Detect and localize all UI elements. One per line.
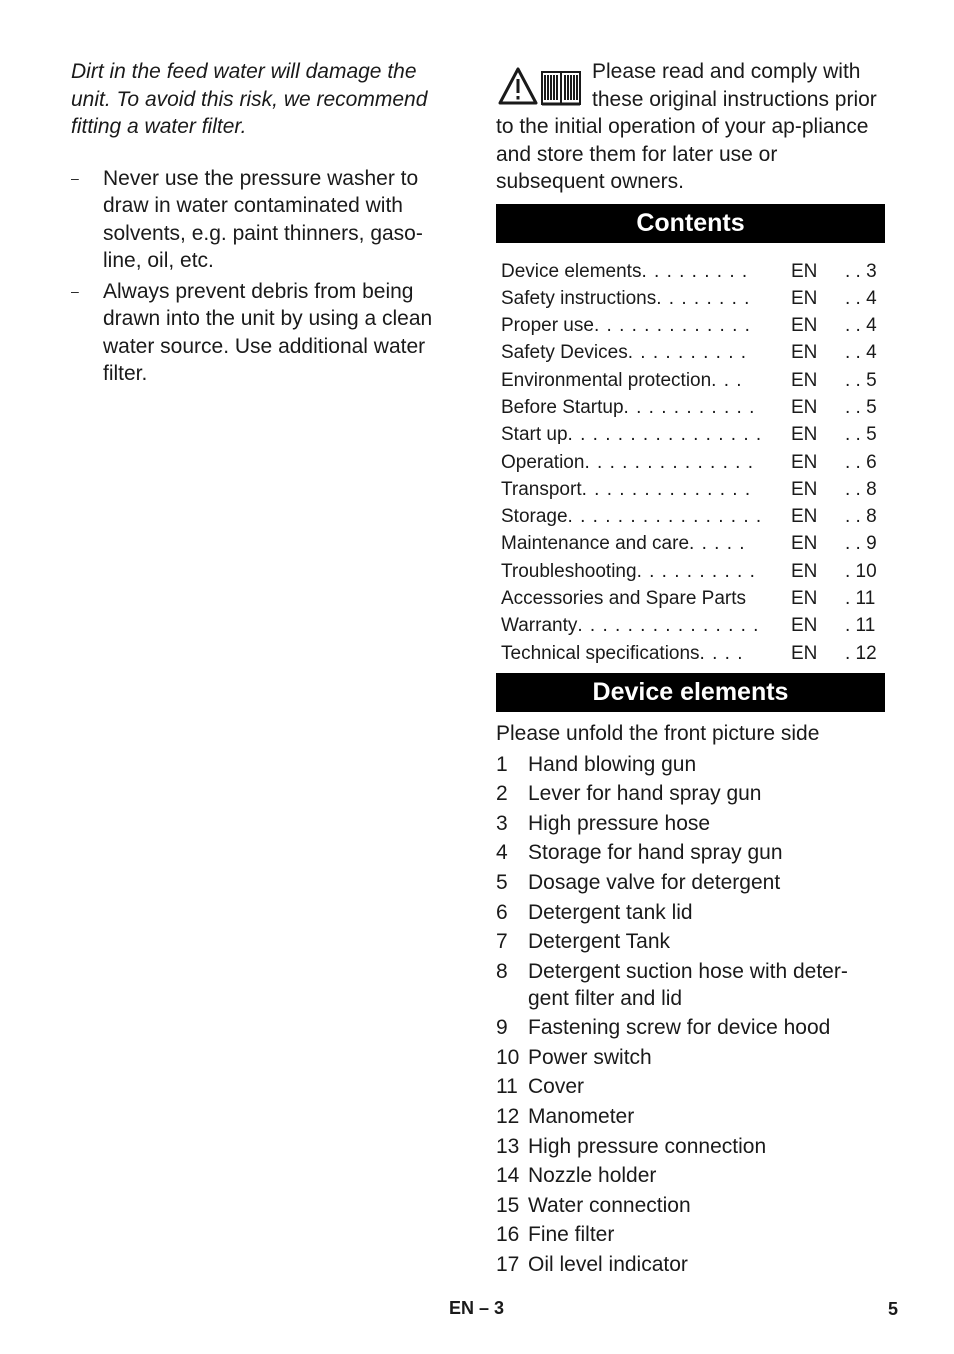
left-column — [71, 58, 461, 391]
toc-row — [496, 640, 885, 667]
toc-page: . . 5 — [845, 369, 877, 391]
item-number: 3 — [496, 811, 508, 835]
list-item — [71, 165, 461, 275]
item-number: 12 — [496, 1105, 520, 1129]
toc-page: . . 9 — [845, 533, 877, 555]
table-of-contents — [496, 258, 885, 667]
toc-leader-dots: . . . . . . . . . . . . . . — [581, 478, 752, 500]
toc-title: Warranty — [501, 615, 578, 637]
toc-title-cell — [496, 558, 791, 585]
toc-leader-dots: . . . . . . . . . . . . . — [593, 315, 751, 337]
list-item — [496, 1162, 885, 1189]
list-item — [496, 928, 885, 955]
toc-title-cell — [496, 449, 791, 476]
item-label: High pressure connection — [528, 1134, 767, 1158]
toc-language: EN — [791, 615, 818, 637]
toc-language: EN — [791, 369, 818, 391]
toc-page: . . 5 — [845, 424, 877, 446]
toc-language: EN — [791, 451, 818, 473]
toc-row — [496, 503, 885, 530]
item-number: 9 — [496, 1016, 508, 1040]
list-item — [496, 1014, 885, 1041]
toc-row — [496, 449, 885, 476]
intro-icons — [496, 64, 584, 110]
item-number: 1 — [496, 752, 508, 776]
toc-title-cell — [496, 258, 791, 285]
toc-title-cell — [496, 312, 791, 339]
toc-title-cell — [496, 612, 791, 639]
list-item — [496, 1251, 885, 1278]
item-number: 6 — [496, 900, 508, 924]
water-filter-note: Dirt in the feed water will damage the unit. To avoid this risk, we recommend fitting a water filter. — [71, 60, 428, 138]
item-label: Dosage valve for detergent — [528, 870, 781, 894]
item-number: 16 — [496, 1223, 520, 1247]
list-item — [496, 839, 885, 866]
toc-title-cell — [496, 585, 791, 612]
warning-manual-icons — [496, 64, 584, 110]
toc-row — [496, 585, 885, 612]
safety-bullet-list — [71, 165, 461, 388]
list-item — [496, 899, 885, 926]
toc-title: Safety instructions — [501, 287, 657, 309]
item-label: Hand blowing gun — [528, 752, 697, 776]
toc-language: EN — [791, 560, 818, 582]
list-item — [496, 751, 885, 778]
item-number: 14 — [496, 1164, 520, 1188]
item-label: Detergent suction hose with deter-gent filter and lid — [528, 959, 848, 1010]
list-item — [496, 1103, 885, 1130]
toc-language: EN — [791, 478, 818, 500]
toc-leader-dots: . . . . . . . . . . . . . . . — [577, 615, 760, 637]
item-number: 15 — [496, 1193, 520, 1217]
toc-page: . . 4 — [845, 287, 877, 309]
toc-title-cell — [496, 394, 791, 421]
toc-page: . . 8 — [845, 478, 877, 500]
toc-row — [496, 394, 885, 421]
toc-leader-dots: . . . . . . . . . . — [636, 560, 756, 582]
toc-title: Device elements — [501, 260, 642, 282]
list-item — [496, 1133, 885, 1160]
toc-title: Start up — [501, 424, 568, 446]
item-number: 2 — [496, 782, 508, 806]
bullet-dash: – — [71, 169, 79, 186]
toc-row — [496, 476, 885, 503]
warning-triangle-icon — [500, 69, 536, 103]
toc-leader-dots: . . . . . . . . . . . — [623, 396, 756, 418]
toc-title: Environmental protection — [501, 369, 712, 391]
intro-text: Please read and comply with these original instructions prior to the initial operation of your ap-pliance and store them for later use or subsequent owners. — [496, 60, 877, 193]
list-item — [496, 1073, 885, 1100]
toc-leader-dots: . . . — [711, 369, 743, 391]
item-number: 17 — [496, 1253, 520, 1277]
list-item — [71, 278, 461, 388]
toc-page: . . 6 — [845, 451, 877, 473]
item-number: 5 — [496, 870, 508, 894]
toc-title: Technical specifications — [501, 642, 700, 664]
toc-row — [496, 312, 885, 339]
toc-row — [496, 367, 885, 394]
list-item — [496, 1044, 885, 1071]
bullet-dash: – — [71, 282, 79, 299]
toc-leader-dots: . . . . . . . . . . . . . . — [584, 451, 754, 473]
device-elements-intro: Please unfold the front picture side — [496, 721, 820, 745]
toc-leader-dots: . . . . . . . . . — [641, 260, 749, 282]
bullet-text: Always prevent debris from being drawn into the unit by using a clean water source. Use additional water filter. — [103, 279, 433, 385]
toc-page: . 10 — [845, 560, 877, 582]
toc-row — [496, 285, 885, 312]
device-elements-heading: Device elements — [496, 673, 885, 712]
list-item — [496, 869, 885, 896]
toc-page: . . 3 — [845, 260, 877, 282]
item-label: Lever for hand spray gun — [528, 782, 762, 806]
footer-page-number: 5 — [888, 1299, 899, 1319]
toc-leader-dots: . . . . . . . . . . . . . . . . — [567, 506, 763, 528]
toc-title-cell — [496, 367, 791, 394]
intro-paragraph — [496, 58, 885, 196]
toc-leader-dots: . . . . . . . . . . . . . . . . — [567, 424, 763, 446]
item-label: Cover — [528, 1075, 585, 1099]
toc-language: EN — [791, 342, 818, 364]
list-item — [496, 958, 885, 1012]
toc-title: Safety Devices — [501, 342, 628, 364]
toc-title: Maintenance and care — [501, 533, 690, 555]
item-number: 8 — [496, 959, 508, 983]
toc-title: Troubleshooting — [501, 560, 637, 582]
item-number: 11 — [496, 1075, 518, 1099]
toc-title: Transport — [501, 478, 582, 500]
toc-language: EN — [791, 287, 818, 309]
list-item — [496, 1192, 885, 1219]
toc-language: EN — [791, 315, 818, 337]
toc-title: Storage — [501, 506, 568, 528]
toc-row — [496, 558, 885, 585]
toc-row — [496, 612, 885, 639]
toc-language: EN — [791, 588, 818, 610]
toc-leader-dots: . . . . . — [689, 533, 746, 555]
item-label: Storage for hand spray gun — [528, 841, 783, 865]
contents-heading: Contents — [496, 204, 885, 243]
item-label: Nozzle holder — [528, 1164, 657, 1188]
toc-page: . 11 — [845, 588, 876, 610]
toc-leader-dots: . . . . . . . . . . — [627, 342, 748, 364]
toc-leader-dots: . . . . . . . . — [656, 287, 751, 309]
toc-language: EN — [791, 260, 818, 282]
toc-row — [496, 258, 885, 285]
toc-language: EN — [791, 506, 818, 528]
toc-row — [496, 530, 885, 557]
toc-language: EN — [791, 424, 818, 446]
toc-title-cell — [496, 339, 791, 366]
toc-row — [496, 421, 885, 448]
item-number: 10 — [496, 1045, 520, 1069]
footer-section-page: EN – 3 — [449, 1298, 505, 1318]
toc-title: Accessories and Spare Parts — [501, 588, 747, 610]
toc-title-cell — [496, 476, 791, 503]
manual-book-icon — [542, 72, 580, 104]
item-number: 4 — [496, 841, 508, 865]
item-label: Water connection — [528, 1193, 691, 1217]
toc-page: . . 4 — [845, 342, 877, 364]
toc-title: Operation — [501, 451, 585, 473]
list-item — [496, 810, 885, 837]
toc-page: . . 5 — [845, 396, 877, 418]
item-label: Detergent Tank — [528, 930, 671, 954]
item-label: Power switch — [528, 1045, 652, 1069]
toc-language: EN — [791, 396, 818, 418]
item-label: Oil level indicator — [528, 1253, 688, 1277]
item-label: High pressure hose — [528, 811, 711, 835]
toc-title-cell — [496, 640, 791, 667]
item-label: Fine filter — [528, 1223, 615, 1247]
item-label: Fastening screw for device hood — [528, 1016, 831, 1040]
toc-leader-dots: . . . . — [699, 642, 744, 664]
list-item — [496, 1221, 885, 1248]
item-label: Detergent tank lid — [528, 900, 693, 924]
toc-title: Proper use — [501, 315, 594, 337]
toc-language: EN — [791, 533, 818, 555]
toc-page: . . 4 — [845, 315, 877, 337]
toc-row — [496, 339, 885, 366]
item-number: 13 — [496, 1134, 520, 1158]
list-item — [496, 780, 885, 807]
toc-title-cell — [496, 421, 791, 448]
toc-language: EN — [791, 642, 818, 664]
device-elements-list — [496, 751, 885, 1279]
right-column — [496, 58, 885, 1278]
toc-title-cell — [496, 503, 791, 530]
toc-title-cell — [496, 285, 791, 312]
item-label: Manometer — [528, 1105, 635, 1129]
toc-title: Before Startup — [501, 396, 624, 418]
bullet-text: Never use the pressure washer to draw in water contaminated with solvents, e.g. paint thinners, gaso-line, oil, etc. — [103, 166, 423, 272]
item-number: 7 — [496, 930, 508, 954]
toc-leader-dots — [746, 585, 791, 612]
toc-page: . 12 — [845, 642, 877, 664]
toc-page: . . 8 — [845, 506, 877, 528]
toc-title-cell — [496, 530, 791, 557]
toc-page: . 11 — [845, 615, 876, 637]
